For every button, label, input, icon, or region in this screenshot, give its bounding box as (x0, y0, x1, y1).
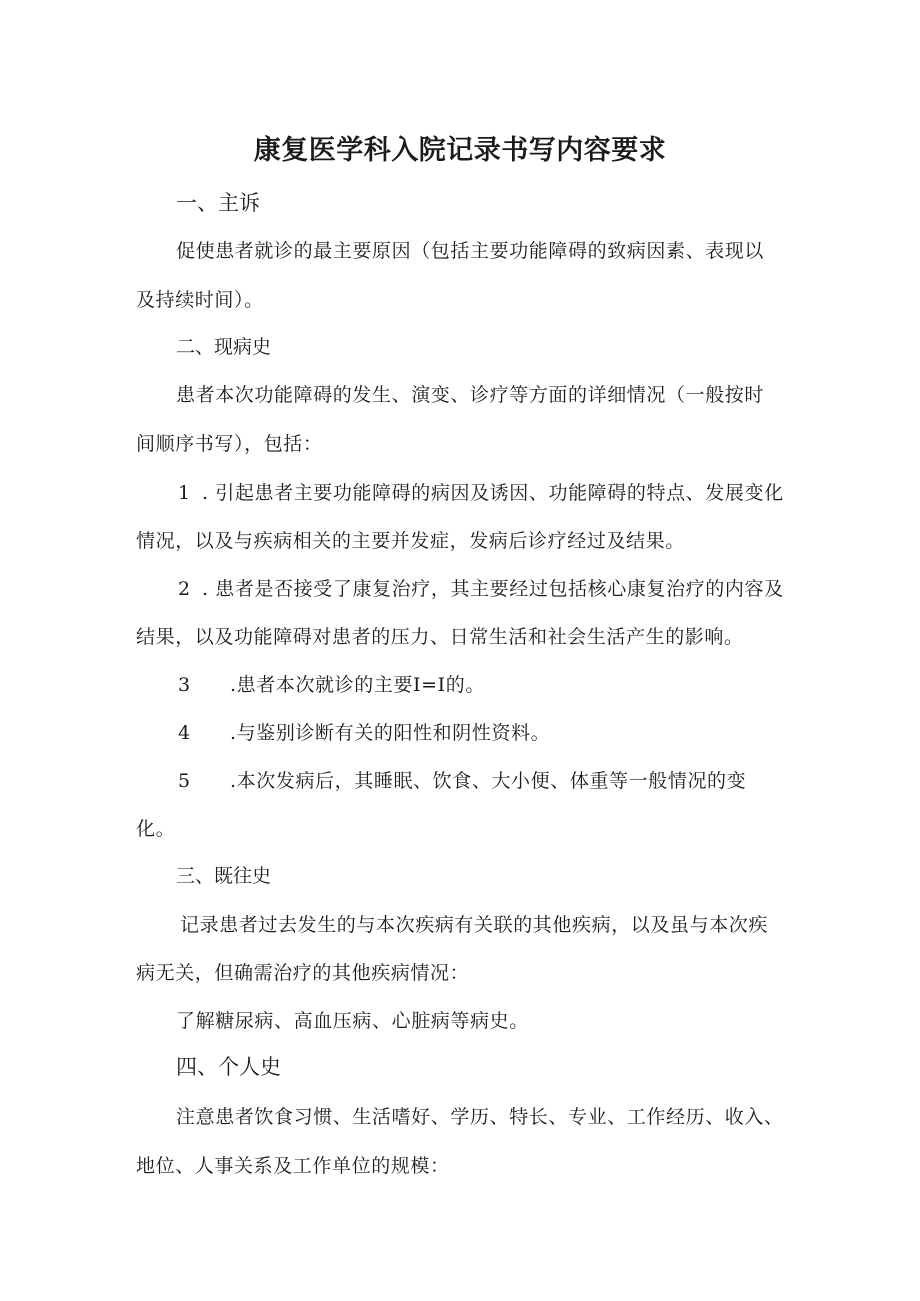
section-heading-past-history: 三、既往史 (176, 865, 272, 887)
list-item-text: .与鉴别诊断有关的阳性和阴性资料。 (230, 722, 551, 744)
list-item-text: .本次发病后，其睡眠、饮食、大小便、体重等一般情况的变 (230, 770, 747, 792)
list-item-number: 1 (178, 482, 191, 504)
list-item-text: . 患者是否接受了康复治疗，其主要经过包括核心康复治疗的内容及 (202, 578, 784, 600)
paragraph-line: 病无关，但确需治疗的其他疾病情况： (136, 962, 470, 984)
list-item (178, 766, 746, 793)
section-heading-present-illness: 二、现病史 (176, 336, 272, 358)
paragraph-line: 注意患者饮食习惯、生活嗜好、学历、特长、专业、工作经历、收入、 (176, 1106, 784, 1128)
paragraph-line: 了解糖尿病、高血压病、心脏病等病史。 (176, 1010, 529, 1032)
paragraph-line: 记录患者过去发生的与本次疾病有关联的其他疾病，以及虽与本次疾 (180, 914, 769, 936)
paragraph-line: 地位、人事关系及工作单位的规模： (136, 1155, 450, 1177)
list-item (178, 478, 784, 505)
list-item-number: 3 (178, 674, 191, 696)
list-item-number: 4 (178, 722, 191, 744)
paragraph-line: 及持续时间）。 (136, 289, 264, 311)
list-item-continuation: 化。 (136, 818, 176, 840)
section-heading-complaint: 一、主诉 (176, 191, 260, 215)
list-item-continuation: 情况，以及与疾病相关的主要并发症，发病后诊疗经过及结果。 (136, 530, 685, 552)
list-item-number: 2 (178, 578, 191, 600)
page-title: 康复医学科入院记录书写内容要求 (253, 135, 667, 166)
list-item-text: .患者本次就诊的主要I=I的。 (230, 674, 485, 696)
section-heading-personal-history: 四、个人史 (176, 1055, 281, 1079)
list-item (178, 670, 485, 697)
paragraph-line: 间顺序书写），包括： (136, 433, 323, 455)
list-item-text: . 引起患者主要功能障碍的病因及诱因、功能障碍的特点、发展变化 (202, 482, 784, 504)
list-item (178, 574, 784, 601)
paragraph-line: 患者本次功能障碍的发生、演变、诊疗等方面的详细情况（一般按时 (176, 384, 765, 406)
paragraph-line: 促使患者就诊的最主要原因（包括主要功能障碍的致病因素、表现以 (176, 240, 765, 262)
list-item (178, 718, 550, 745)
list-item-number: 5 (178, 770, 191, 792)
list-item-continuation: 结果，以及功能障碍对患者的压力、日常生活和社会生活产生的影响。 (136, 626, 744, 648)
